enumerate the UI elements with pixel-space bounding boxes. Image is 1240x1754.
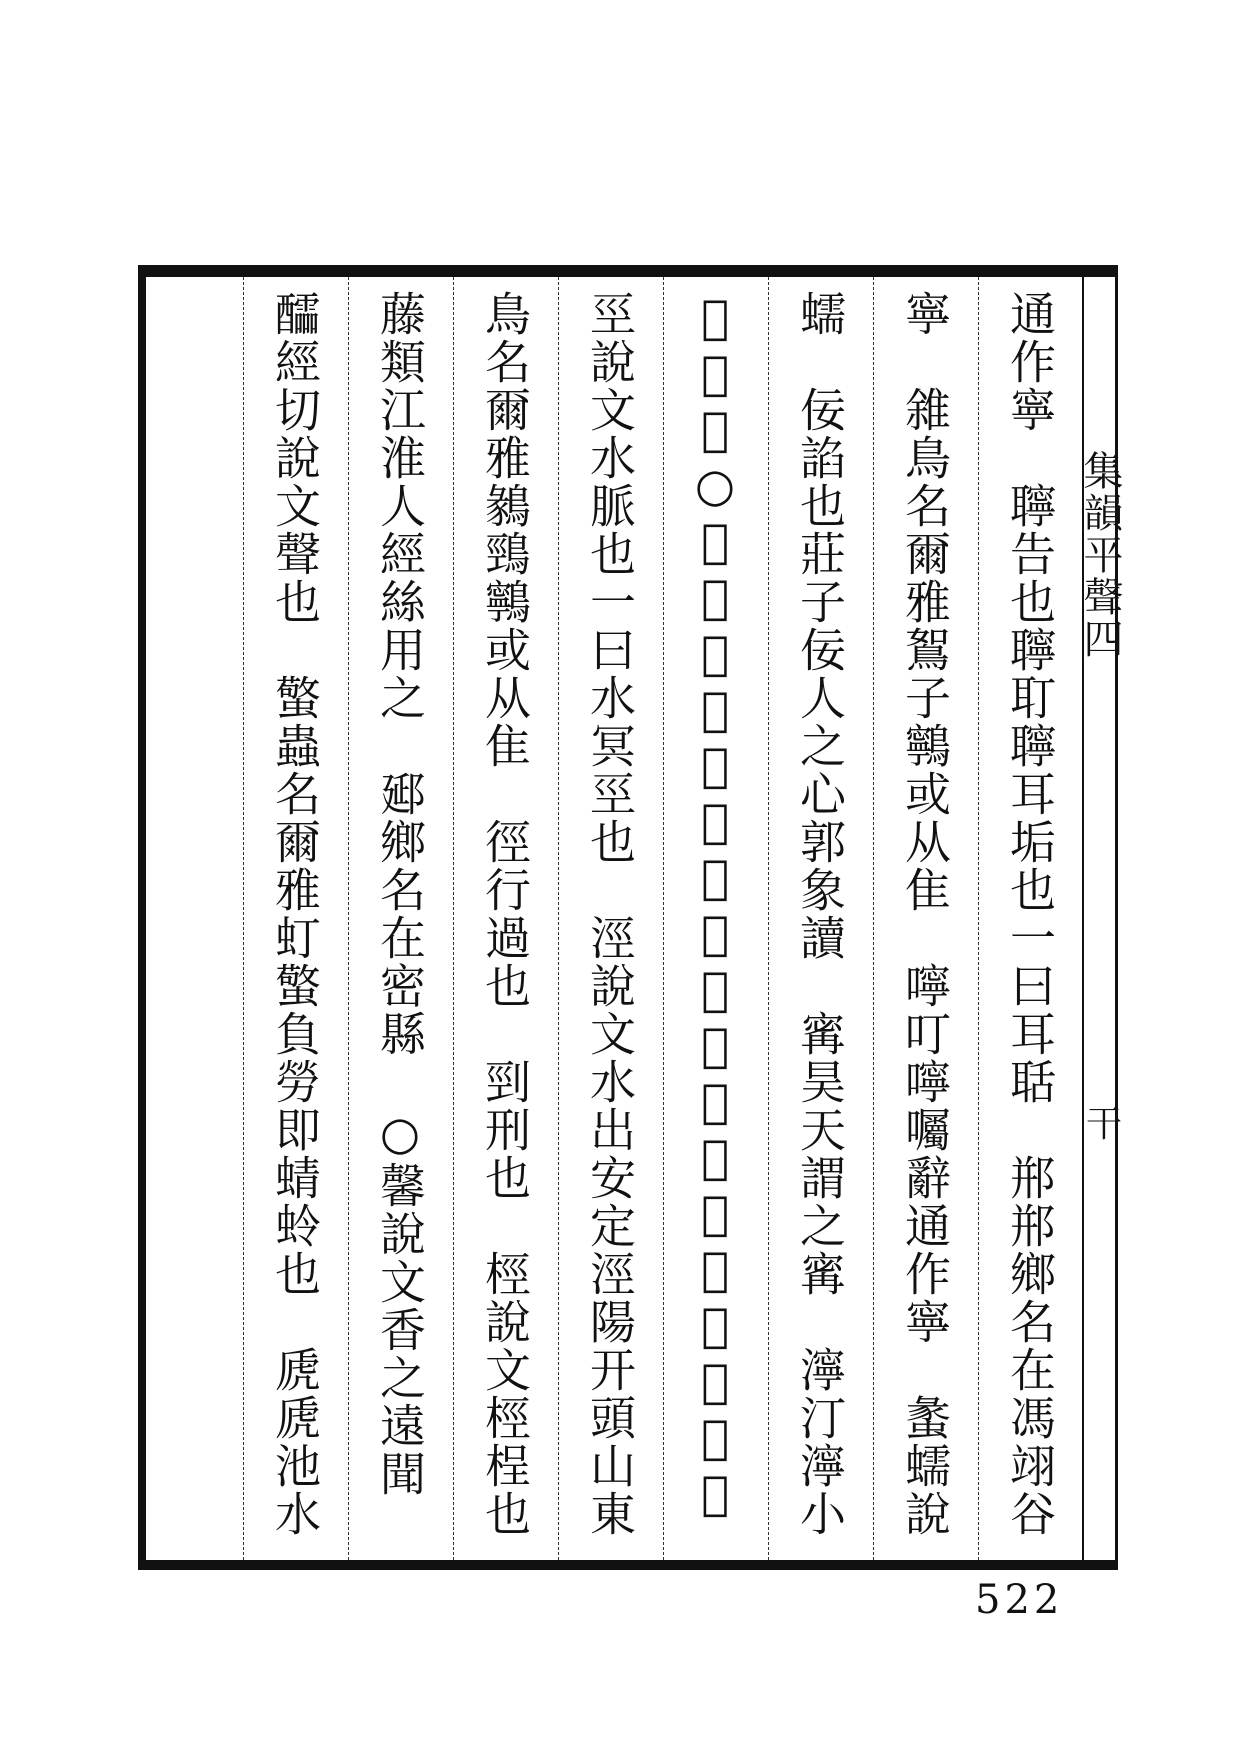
text-column-3: 蠕 佞諂也莊子佞人之心郭象讀 寗昊天謂之寗 濘汀濘小 — [793, 290, 847, 1538]
column-rule — [768, 277, 769, 1560]
text-column-2: 寧 雓鳥名爾雅鴽子鸋或从隹 嚀叮嚀囑辭通作寧 䗍蠕說 — [898, 290, 952, 1538]
column-rule — [873, 277, 874, 1560]
text-column-6: 鳥名爾雅鶨鵛鸋或从隹 徑行過也 剄刑也 桱說文桱桯也 — [478, 290, 532, 1538]
text-column-7: 藤類江淮人經絲用之 郔鄉名在密縣 ○馨說文香之遠聞 — [373, 290, 427, 1498]
text-column-1: 通作寧 聹告也聹耵聹耳垢也一曰耳聒 郱郱鄉名在馮翊谷 — [1003, 290, 1057, 1538]
margin-title: 集韻平聲四 — [1077, 450, 1123, 660]
column-rule — [663, 277, 664, 1560]
column-rule — [978, 277, 979, 1560]
margin-mark: 干 — [1086, 1104, 1123, 1145]
column-rule — [348, 277, 349, 1560]
text-column-4: 𡦹頗也○經絰巠堅靈切說文織也一曰常也又國名亦 — [688, 290, 742, 1522]
text-column-5: 巠說文水脈也一曰水冥巠也 涇說文水出安定涇陽开頭山東 — [583, 290, 637, 1538]
column-rule — [558, 277, 559, 1560]
column-rule — [243, 277, 244, 1560]
column-rule — [453, 277, 454, 1560]
page-number: 522 — [975, 1577, 1064, 1623]
text-column-8: 醽經切說文聲也 蟼蟲名爾雅虰蟼負勞即蜻蛉也 虒虒池水 — [268, 290, 322, 1538]
